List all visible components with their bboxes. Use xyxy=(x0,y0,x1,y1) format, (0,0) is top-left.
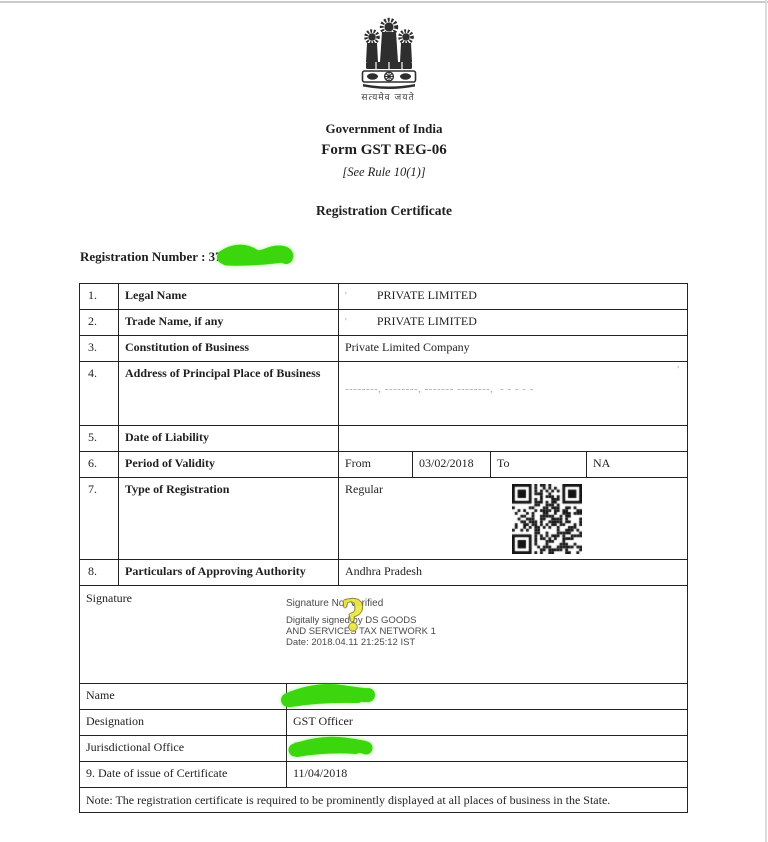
row-label: Trade Name, if any xyxy=(119,310,339,335)
erased-text-mark: ' xyxy=(677,365,679,376)
row-label: Legal Name xyxy=(119,284,339,309)
erased-text-mark: ' xyxy=(345,317,347,328)
row-label: 9. Date of issue of Certificate xyxy=(80,762,287,787)
table-row-trade-name xyxy=(80,310,687,336)
footer-row-designation xyxy=(80,710,687,736)
row-label: Name xyxy=(80,684,287,709)
designation-value: GST Officer xyxy=(293,714,353,728)
row-label: Jurisdictional Office xyxy=(80,736,287,761)
signature-label: Signature xyxy=(86,591,132,605)
erased-text-mark: ' xyxy=(345,291,347,302)
jurisdictional-office-value: C xyxy=(293,741,300,752)
legal-name-value: PRIVATE LIMITED xyxy=(376,288,477,302)
registration-type-cell xyxy=(339,478,687,559)
digitally-signed-by-text: Digitally signed by DS GOODS xyxy=(286,615,417,626)
page-top-edge xyxy=(0,1,768,3)
row-number: 2. xyxy=(80,310,119,335)
row-number: 1. xyxy=(80,284,119,309)
table-row-period-of-validity xyxy=(80,452,687,478)
qr-code xyxy=(512,484,582,554)
signature-date-text: Date: 2018.04.11 21:25:12 IST xyxy=(286,637,416,648)
erased-address-text: --------, --------, ------- --------, - - - - - xyxy=(345,383,534,395)
row-value xyxy=(339,284,687,309)
signer-name-text: AND SERVICES TAX NETWORK 1 xyxy=(286,626,436,637)
table-row-date-of-liability xyxy=(80,426,687,452)
row-label: Type of Registration xyxy=(119,478,339,559)
validity-to-label: To xyxy=(491,452,587,477)
table-row-address xyxy=(80,362,687,426)
table-row-approving-authority xyxy=(80,560,687,586)
row-number: 3. xyxy=(80,336,119,361)
row-label: Address of Principal Place of Business xyxy=(119,362,339,425)
date-of-liability-value xyxy=(339,426,687,451)
row-number: 5. xyxy=(80,426,119,451)
footer-row-date-of-issue xyxy=(80,762,687,788)
footer-row-name xyxy=(80,684,687,710)
signature-row xyxy=(80,586,687,684)
row-value xyxy=(339,310,687,335)
validity-from-label: From xyxy=(339,452,413,477)
question-mark-stamp-icon: ? xyxy=(340,588,368,642)
row-label: Date of Liability xyxy=(119,426,339,451)
row-label: Period of Validity xyxy=(119,452,339,477)
registration-type-value: Regular xyxy=(345,482,383,496)
table-row-type-of-registration xyxy=(80,478,687,560)
validity-to-date: NA xyxy=(593,456,611,470)
name-value xyxy=(287,684,687,709)
signature-not-verified-text: Signature Not Verified xyxy=(286,598,384,609)
validity-from-date: 03/02/2018 xyxy=(413,452,491,477)
footer-row-jurisdictional-office xyxy=(80,736,687,762)
row-label: Particulars of Approving Authority xyxy=(119,560,339,585)
row-number: 4. xyxy=(80,362,119,425)
row-number: 8. xyxy=(80,560,119,585)
row-label: Designation xyxy=(80,710,287,735)
row-number: 7. xyxy=(80,478,119,559)
row-number: 6. xyxy=(80,452,119,477)
document-title: Registration Certificate xyxy=(315,203,453,218)
government-of-india-title: Government of India xyxy=(325,121,443,136)
india-emblem-icon xyxy=(357,16,421,90)
address-value xyxy=(339,362,687,425)
constitution-value: Private Limited Company xyxy=(345,340,470,354)
approving-authority-value: Andhra Pradesh xyxy=(345,564,422,578)
validity-cells xyxy=(339,452,687,477)
rule-reference: [See Rule 10(1)] xyxy=(342,165,426,179)
redaction-marker-registration-number xyxy=(224,252,286,258)
table-row-legal-name xyxy=(80,284,687,310)
certificate-table xyxy=(79,283,688,813)
form-title: Form GST REG-06 xyxy=(321,142,447,158)
table-row-constitution xyxy=(80,336,687,362)
emblem-motto: सत्यमेव जयते xyxy=(361,93,415,103)
digital-signature-stamp xyxy=(286,598,516,648)
note-row xyxy=(80,788,687,814)
date-of-issue-value: 11/04/2018 xyxy=(293,766,348,780)
registration-number: Registration Number : 37 xyxy=(80,249,222,264)
row-label: Constitution of Business xyxy=(119,336,339,361)
trade-name-value: PRIVATE LIMITED xyxy=(376,314,477,328)
note-text: Note: The registration certificate is required to be prominently displayed at all places of business in the State. xyxy=(86,793,611,807)
